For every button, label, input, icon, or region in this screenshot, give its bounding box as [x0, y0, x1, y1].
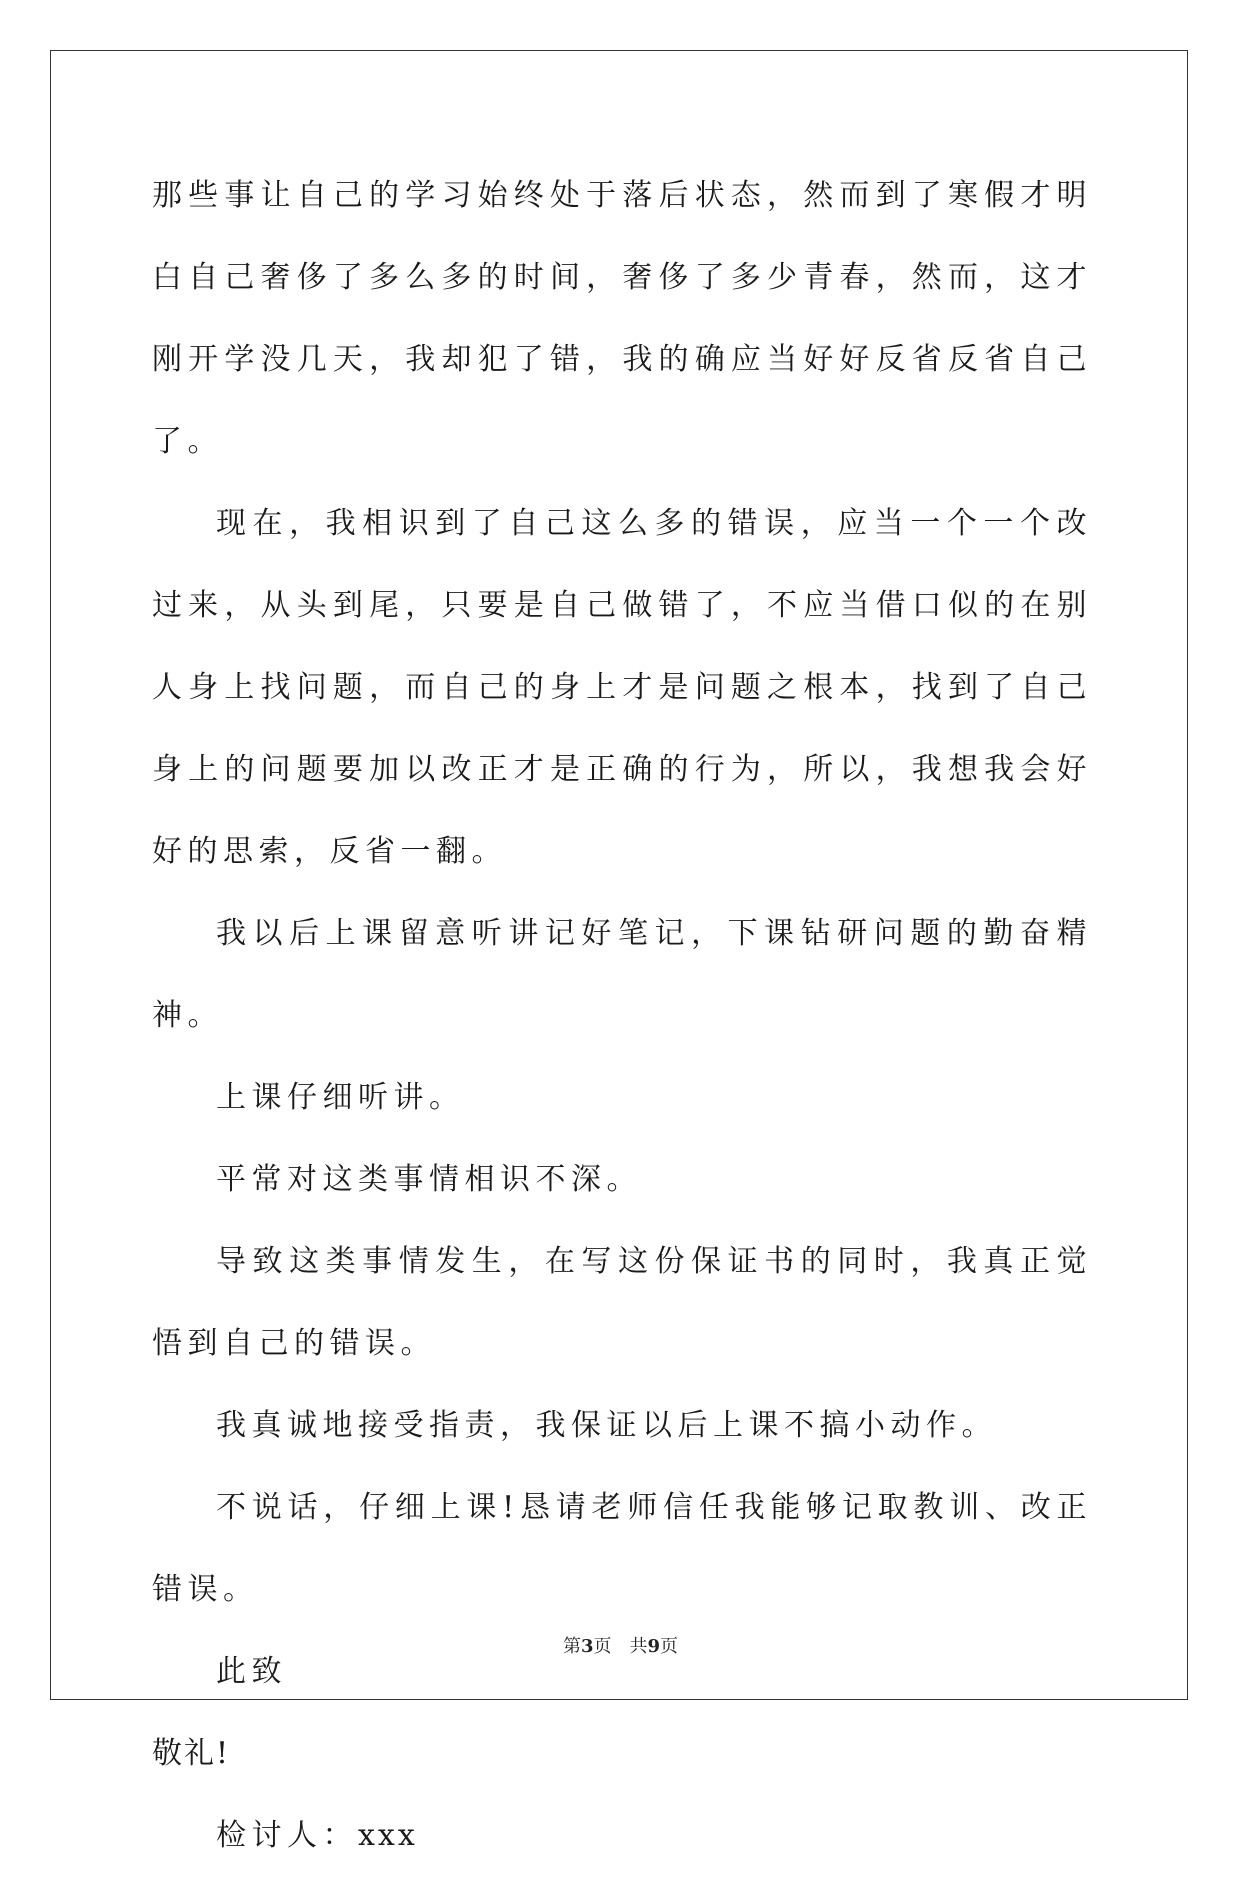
- paragraph-4: 上课仔细听讲。: [216, 1080, 465, 1115]
- paragraph-2: 现在，我相识到了自己这么多的错误，应当一个一个改过来，从头到尾，只要是自己做错了，不应当借口似的在别人身上找问题，而自己的身上才是问题之根本，找到了自己身上的问题要加以改正才是正确的行为，所以，我想我会好好的思索，反省一翻。: [152, 506, 1092, 869]
- total-page-number: 9: [647, 1636, 661, 1657]
- footer-total-prefix: 共: [629, 1636, 648, 1657]
- footer-page-unit: 页: [593, 1636, 612, 1657]
- salutation: 敬礼!: [152, 1736, 231, 1771]
- paragraph-6: 导致这类事情发生，在写这份保证书的同时，我真正觉悟到自己的错误。: [152, 1244, 1092, 1361]
- signature-line: [152, 1795, 1092, 1877]
- footer-total-unit: 页: [660, 1636, 679, 1657]
- footer-prefix: 第: [562, 1636, 581, 1657]
- current-page-number: 3: [580, 1636, 594, 1657]
- signature-name: xxx: [358, 1818, 418, 1853]
- paragraph-1: 那些事让自己的学习始终处于落后状态，然而到了寒假才明白自己奢侈了多么多的时间，奢侈了多少青春，然而，这才刚开学没几天，我却犯了错，我的确应当好好反省反省自己了。: [152, 178, 1092, 459]
- document-body: [152, 155, 1092, 1877]
- closing-phrase: 此致: [216, 1654, 287, 1689]
- paragraph-5: 平常对这类事情相识不深。: [216, 1162, 642, 1197]
- signature-label: 检讨人：: [216, 1818, 358, 1853]
- page-footer: [0, 1632, 1241, 1658]
- paragraph-3: 我以后上课留意听讲记好笔记，下课钻研问题的勤奋精神。: [152, 916, 1092, 1033]
- paragraph-8: 不说话，仔细上课!恳请老师信任我能够记取教训、改正错误。: [152, 1490, 1092, 1607]
- paragraph-7: 我真诚地接受指责，我保证以后上课不搞小动作。: [216, 1408, 997, 1443]
